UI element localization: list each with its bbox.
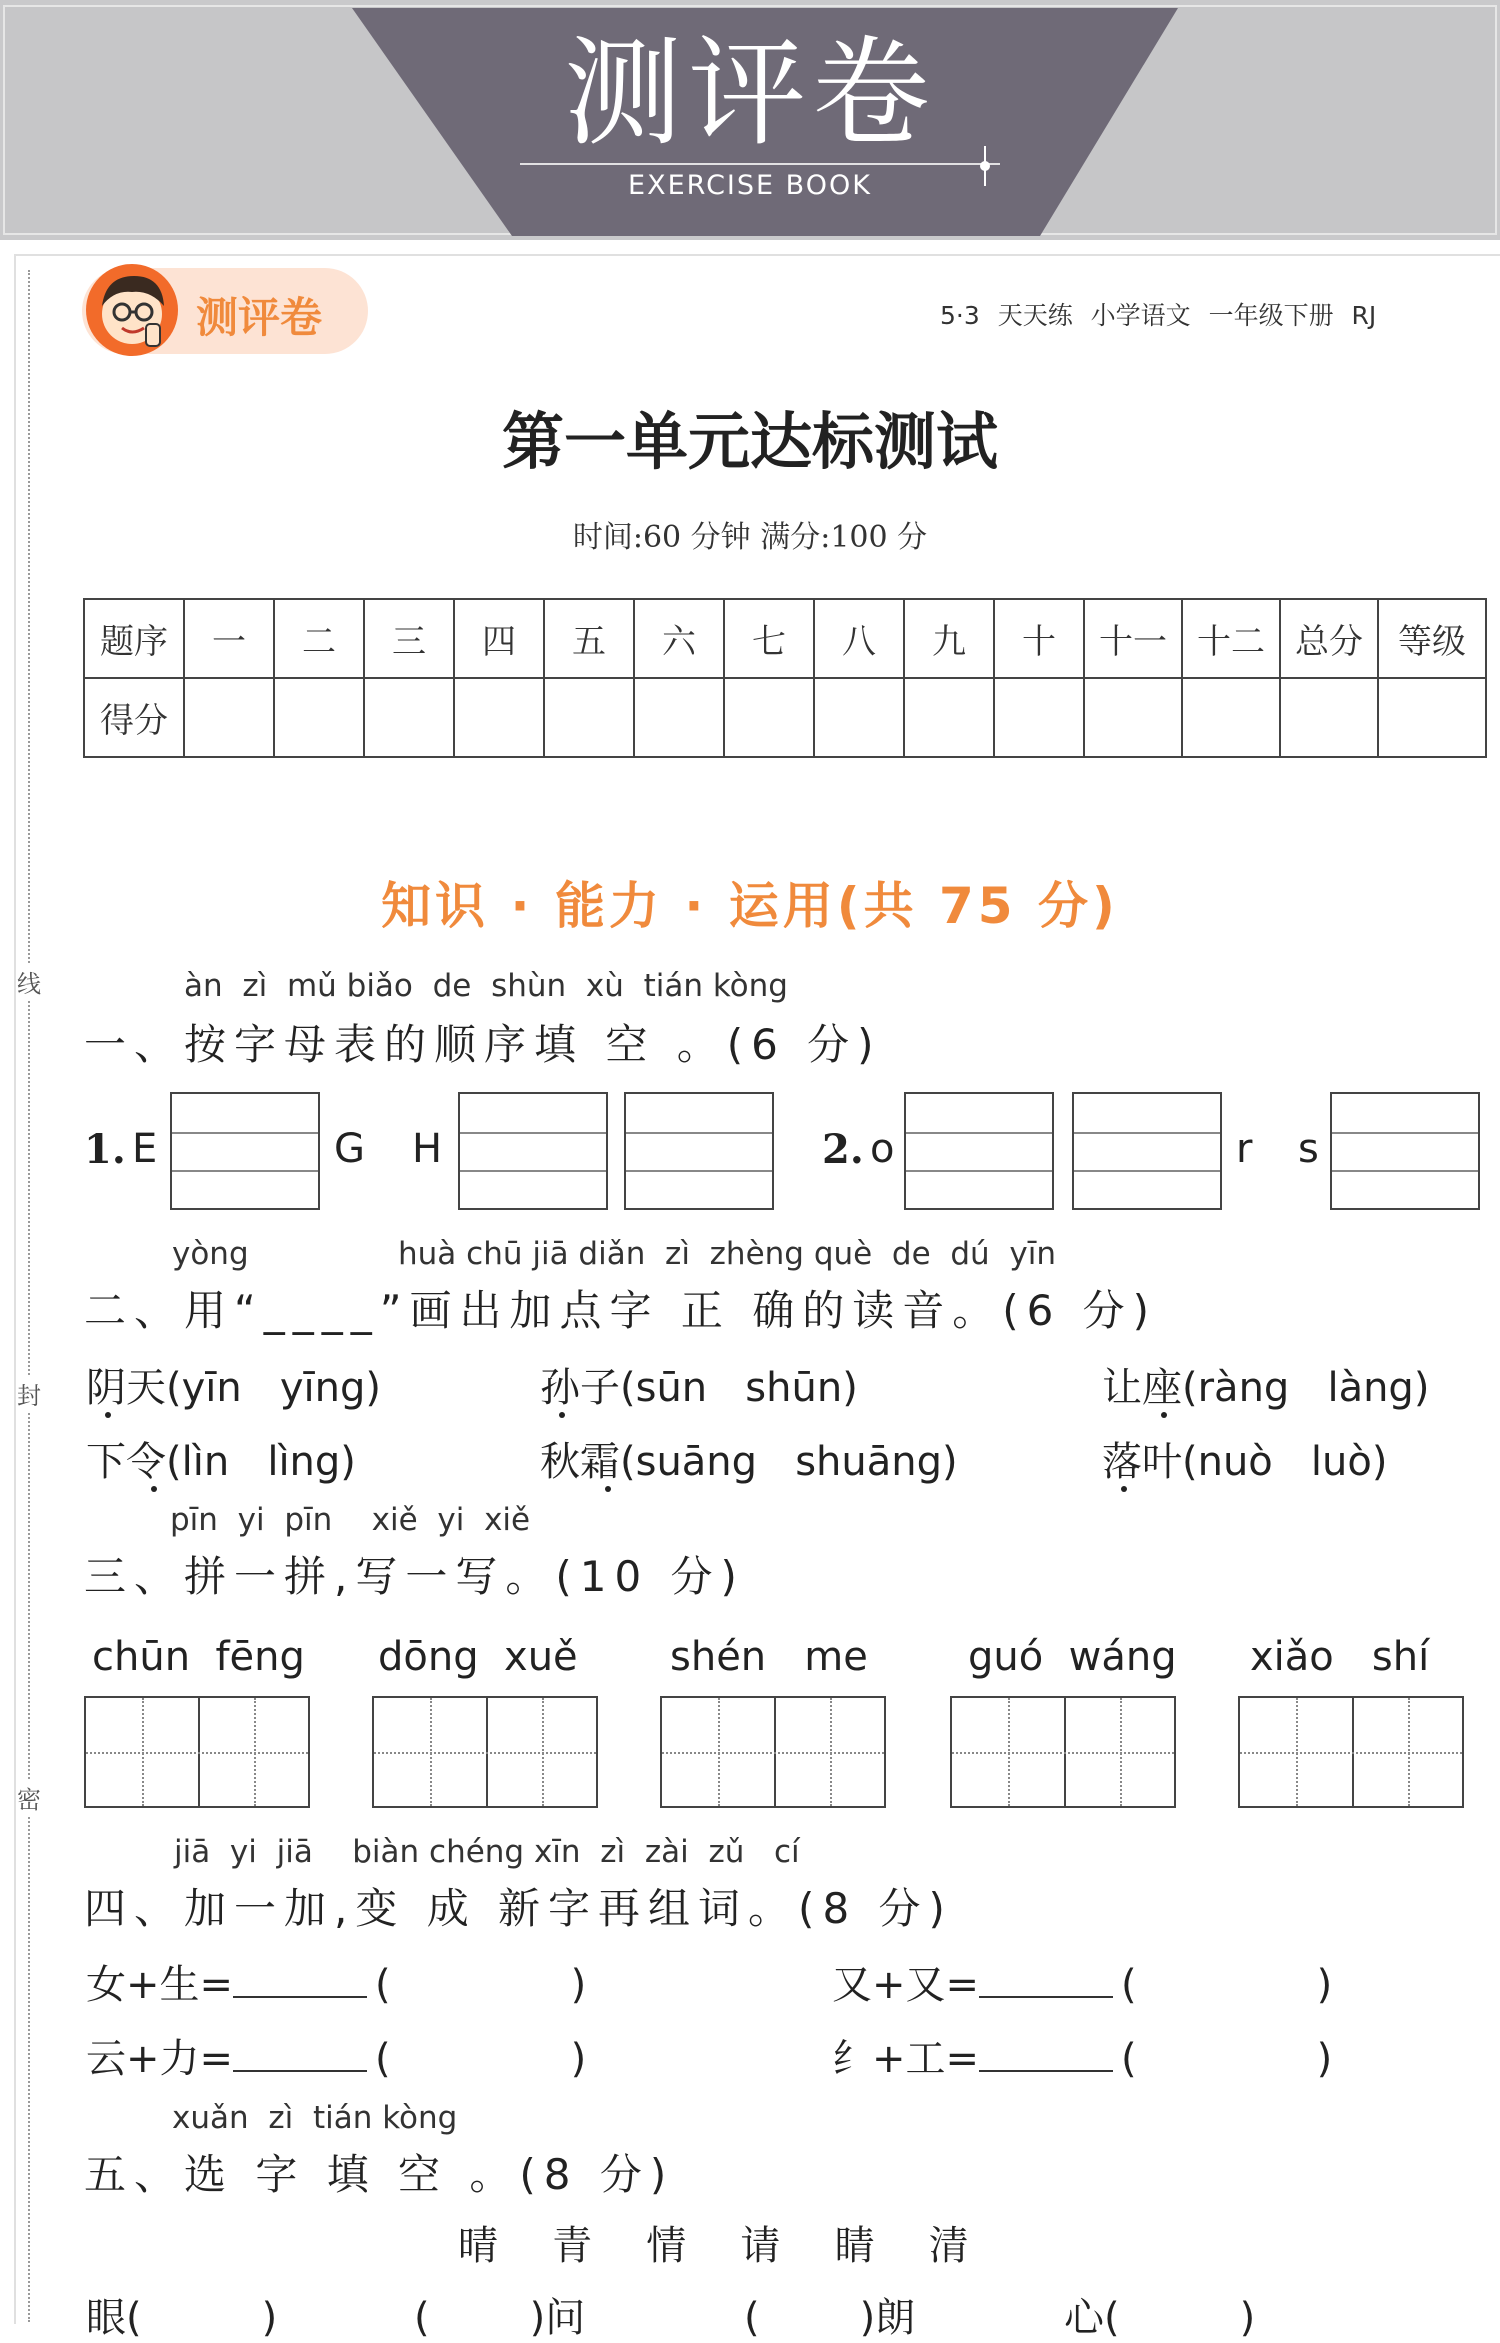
q3-title: 三、拼一拼,写一写。(10 分) bbox=[84, 1552, 745, 1601]
q3-word-pinyin: guó wáng bbox=[968, 1634, 1177, 1680]
q2-options[interactable]: (nuò luò) bbox=[1182, 1439, 1388, 1485]
score-input-cell[interactable] bbox=[1378, 678, 1486, 757]
emphasis-dot bbox=[605, 1486, 611, 1492]
q4-equation: 云+力= bbox=[86, 2036, 234, 2082]
q2-word: 下令 bbox=[86, 1439, 166, 1485]
header-badge-label: 测评卷 bbox=[196, 293, 323, 342]
q3-word-pinyin: dōng xuě bbox=[378, 1634, 578, 1680]
q5-text: ( bbox=[744, 2295, 760, 2341]
table-cell: 十 bbox=[994, 599, 1084, 678]
q2-options[interactable]: (sūn shūn) bbox=[620, 1365, 858, 1411]
q1-part2-number: 2. bbox=[822, 1126, 864, 1173]
q4-equation: 又+又= bbox=[832, 1962, 980, 2008]
binding-line bbox=[28, 270, 30, 2322]
paren-close: ) bbox=[1316, 2036, 1333, 2082]
q4-item bbox=[86, 2026, 586, 2084]
q3-pinyin: pīn yi pīn xiě yi xiě bbox=[170, 1502, 531, 1538]
q1-letter: E bbox=[132, 1126, 158, 1172]
q2-item bbox=[1102, 1356, 1429, 1413]
table-cell: 九 bbox=[904, 599, 994, 678]
tianzige-grid[interactable] bbox=[1238, 1696, 1464, 1808]
q5-blank[interactable] bbox=[1064, 2286, 1255, 2343]
q5-title: 五、选 字 填 空 。(8 分) bbox=[84, 2150, 675, 2199]
table-cell: 四 bbox=[454, 599, 544, 678]
paren-close: ) bbox=[570, 2036, 587, 2082]
q5-text: )朗 bbox=[859, 2295, 916, 2341]
score-input-cell[interactable] bbox=[1182, 678, 1280, 757]
table-cell: 六 bbox=[634, 599, 724, 678]
score-input-cell[interactable] bbox=[1280, 678, 1378, 757]
q5-blank[interactable] bbox=[86, 2286, 277, 2343]
score-table bbox=[83, 598, 1487, 758]
q4-title: 四、加一加,变 成 新字再组词。(8 分) bbox=[84, 1884, 953, 1933]
q3-word-pinyin: chūn fēng bbox=[92, 1634, 305, 1680]
paren-close: ) bbox=[1316, 1962, 1333, 2008]
q5-text: 心( bbox=[1064, 2295, 1120, 2341]
binding-mark-secret: 密 bbox=[16, 1780, 42, 1815]
letter-write-box[interactable] bbox=[170, 1092, 320, 1210]
q2-word: 让座 bbox=[1102, 1365, 1182, 1411]
q2-item bbox=[1102, 1430, 1387, 1487]
letter-write-box[interactable] bbox=[904, 1092, 1054, 1210]
binding-mark-seal: 封 bbox=[16, 1376, 42, 1411]
table-cell: 十一 bbox=[1084, 599, 1182, 678]
q5-pinyin: xuǎn zì tián kòng bbox=[172, 2100, 458, 2136]
table-cell: 总分 bbox=[1280, 599, 1378, 678]
table-cell: 题序 bbox=[84, 599, 184, 678]
series-info: 5·3 天天练 小学语文 一年级下册 RJ bbox=[940, 301, 1377, 330]
banner-title: 测评卷 bbox=[563, 24, 936, 162]
letter-write-box[interactable] bbox=[1330, 1092, 1480, 1210]
binding-mark-line: 线 bbox=[16, 964, 42, 999]
q2-item bbox=[86, 1430, 356, 1487]
q5-text: 眼( bbox=[86, 2295, 142, 2341]
q1-letter: s bbox=[1298, 1126, 1319, 1172]
q1-letter: o bbox=[870, 1126, 895, 1172]
q5-text: ( bbox=[414, 2295, 430, 2341]
q1-part1-number: 1. bbox=[84, 1126, 126, 1173]
table-cell: 三 bbox=[364, 599, 454, 678]
q2-pinyin-a: yòng bbox=[172, 1236, 249, 1272]
banner-subtitle: EXERCISE BOOK bbox=[628, 170, 872, 201]
tianzige-grid[interactable] bbox=[950, 1696, 1176, 1808]
paren-open: ( bbox=[1121, 1962, 1137, 2008]
emphasis-dot bbox=[1161, 1412, 1167, 1418]
score-input-cell[interactable] bbox=[814, 678, 904, 757]
table-cell: 二 bbox=[274, 599, 364, 678]
score-input-cell[interactable] bbox=[184, 678, 274, 757]
table-cell: 五 bbox=[544, 599, 634, 678]
emphasis-dot bbox=[1121, 1486, 1127, 1492]
table-cell: 一 bbox=[184, 599, 274, 678]
score-table-score-row bbox=[84, 678, 1486, 757]
q4-item bbox=[86, 1952, 586, 2010]
answer-blank[interactable] bbox=[979, 1952, 1113, 1998]
paren-open: ( bbox=[375, 1962, 391, 2008]
table-cell: 得分 bbox=[84, 678, 184, 757]
q2-options[interactable]: (yīn yīng) bbox=[166, 1365, 382, 1411]
score-input-cell[interactable] bbox=[274, 678, 364, 757]
score-input-cell[interactable] bbox=[634, 678, 724, 757]
answer-blank[interactable] bbox=[233, 1952, 367, 1998]
score-input-cell[interactable] bbox=[724, 678, 814, 757]
q5-char-choices: 晴 青 情 请 睛 清 bbox=[458, 2223, 973, 2269]
q2-options[interactable]: (suāng shuāng) bbox=[620, 1439, 958, 1485]
score-input-cell[interactable] bbox=[904, 678, 994, 757]
q2-options[interactable]: (lìn lìng) bbox=[166, 1439, 356, 1485]
tianzige-grid[interactable] bbox=[660, 1696, 886, 1808]
letter-write-box[interactable] bbox=[458, 1092, 608, 1210]
tianzige-grid[interactable] bbox=[84, 1696, 310, 1808]
table-cell: 八 bbox=[814, 599, 904, 678]
paren-open: ( bbox=[1121, 2036, 1137, 2082]
q2-item bbox=[540, 1356, 858, 1413]
q4-equation: 女+生= bbox=[86, 1962, 234, 2008]
answer-blank[interactable] bbox=[979, 2026, 1113, 2072]
q5-text: ) bbox=[1239, 2295, 1256, 2341]
mascot-avatar-icon bbox=[84, 262, 180, 358]
emphasis-dot bbox=[151, 1486, 157, 1492]
q2-item bbox=[540, 1430, 958, 1487]
q5-blank[interactable] bbox=[414, 2286, 585, 2343]
q2-word: 孙子 bbox=[540, 1365, 620, 1411]
score-input-cell[interactable] bbox=[364, 678, 454, 757]
score-input-cell[interactable] bbox=[544, 678, 634, 757]
q2-item bbox=[86, 1356, 381, 1413]
paren-open: ( bbox=[375, 2036, 391, 2082]
q2-title: 二、用“____”画出加点字 正 确的读音。(6 分) bbox=[84, 1286, 1158, 1335]
section-heading: 知识 · 能力 · 运用(共 75 分) bbox=[381, 877, 1119, 935]
top-banner bbox=[0, 0, 1500, 240]
table-cell: 十二 bbox=[1182, 599, 1280, 678]
q2-word: 阴天 bbox=[86, 1365, 166, 1411]
q4-pinyin: jiā yi jiā biàn chéng xīn zì zài zǔ cí bbox=[174, 1834, 800, 1870]
time-and-score-info: 时间:60 分钟 满分:100 分 bbox=[572, 520, 928, 555]
table-cell: 等级 bbox=[1378, 599, 1486, 678]
q3-word-pinyin: xiǎo shí bbox=[1250, 1634, 1430, 1680]
q2-pinyin-b: huà chū jiā diǎn zì zhèng què de dú yīn bbox=[398, 1236, 1057, 1272]
q1-pinyin: àn zì mǔ biǎo de shùn xù tián kòng bbox=[184, 968, 788, 1004]
table-cell: 七 bbox=[724, 599, 814, 678]
q5-text: )问 bbox=[529, 2295, 586, 2341]
q2-options[interactable]: (ràng làng) bbox=[1182, 1365, 1430, 1411]
emphasis-dot bbox=[105, 1412, 111, 1418]
q1-letter: G bbox=[334, 1126, 365, 1172]
q1-letter: H bbox=[412, 1126, 443, 1172]
document-title: 第一单元达标测试 bbox=[501, 405, 998, 478]
tianzige-grid[interactable] bbox=[372, 1696, 598, 1808]
q4-item bbox=[832, 2026, 1332, 2084]
paren-close: ) bbox=[570, 1962, 587, 2008]
score-input-cell[interactable] bbox=[1084, 678, 1182, 757]
q1-letter: r bbox=[1236, 1126, 1253, 1172]
q2-word: 秋霜 bbox=[540, 1439, 620, 1485]
letter-write-box[interactable] bbox=[624, 1092, 774, 1210]
score-input-cell[interactable] bbox=[454, 678, 544, 757]
score-input-cell[interactable] bbox=[994, 678, 1084, 757]
letter-write-box[interactable] bbox=[1072, 1092, 1222, 1210]
emphasis-dot bbox=[559, 1412, 565, 1418]
q4-item bbox=[832, 1952, 1332, 2010]
q1-title: 一、按字母表的顺序填 空 。(6 分) bbox=[84, 1020, 882, 1069]
q4-equation: 纟+工= bbox=[832, 2036, 980, 2082]
q5-text: ) bbox=[261, 2295, 278, 2341]
q2-word: 落叶 bbox=[1102, 1439, 1182, 1485]
score-table-header-row bbox=[84, 599, 1486, 678]
q3-word-pinyin: shén me bbox=[670, 1634, 868, 1680]
answer-blank[interactable] bbox=[233, 2026, 367, 2072]
q5-blank[interactable] bbox=[744, 2286, 915, 2343]
